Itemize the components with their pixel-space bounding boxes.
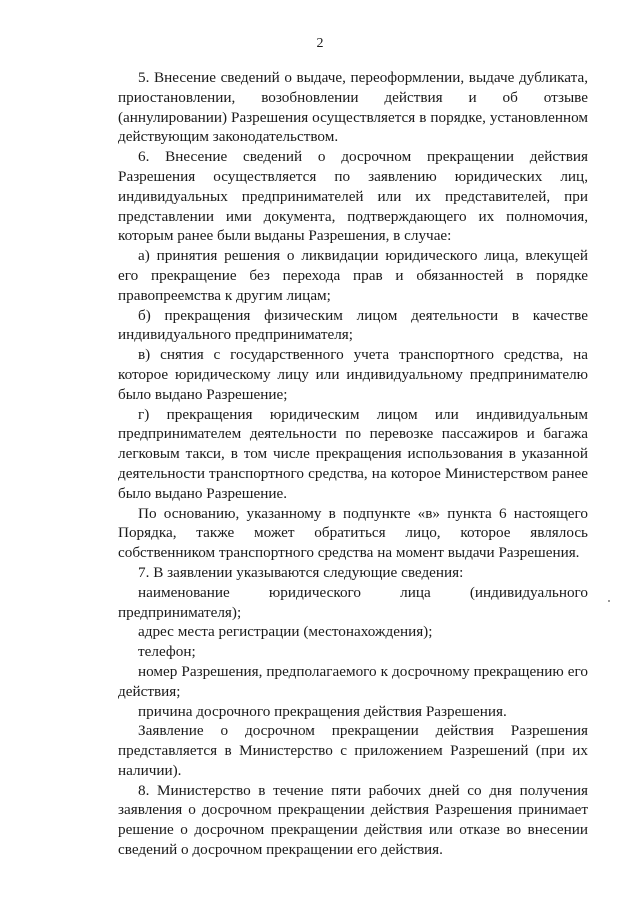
paragraph-7-item-permit-number: номер Разрешения, предполагаемого к досрочному прекращению его действия; (118, 662, 588, 700)
paragraph-8: 8. Министерство в течение пяти рабочих дней со дня получения заявления о досрочном прекращении действия Разрешения принимает решение о досрочном прекращении действия или отказе во внесении сведений о досрочном прекращении его действия. (118, 781, 588, 859)
paragraph-7-item-name: наименование юридического лица (индивидуального предпринимателя); (118, 583, 588, 621)
paragraph-7-item-reason: причина досрочного прекращения действия Разрешения. (138, 702, 507, 720)
page-number: 2 (316, 36, 324, 51)
paragraph-6-b: б) прекращения физическим лицом деятельности в качестве индивидуального предпринимателя; (118, 306, 588, 344)
paragraph-6-note: По основанию, указанному в подпункте «в» пункта 6 настоящего Порядка, также может обратиться лицо, которое являлось собственником транспортного средства на момент выдачи Разрешения. (118, 504, 588, 562)
paragraph-7-submission: Заявление о досрочном прекращении действия Разрешения представляется в Министерство с приложением Разрешений (при их наличии). (118, 722, 588, 779)
paragraph-6-a: а) принятия решения о ликвидации юридического лица, влекущей его прекращение без перехода прав и обязанностей в порядке правопреемства к другим лицам; (118, 247, 588, 304)
paragraph-7-item-address: адрес места регистрации (местонахождения); (138, 623, 433, 641)
paragraph-6: 6. Внесение сведений о досрочном прекращении действия Разрешения осуществляется по заявлению юридических лиц, индивидуальных предпринимателей или их представителей, при представлении ими документа, подтверждающего их полномочия, которым ранее были выданы Разрешения, в случае: (118, 148, 588, 245)
paragraph-6-g: г) прекращения юридическим лицом или индивидуальным предпринимателем деятельности по перевозке пассажиров и багажа легковым такси, в том числе прекращения использования в указанной деятельности транспортного средства, на которое Министерством ранее было выдано Разрешение. (118, 405, 588, 502)
paragraph-7: 7. В заявлении указываются следующие сведения: (138, 563, 464, 581)
document-body (118, 68, 588, 860)
paragraph-5: 5. Внесение сведений о выдаче, переоформлении, выдаче дубликата, приостановлении, возобновлении действия и об отзыве (аннулировании) Разрешения осуществляется в порядке, установленном действующим законодательством. (118, 69, 588, 146)
scan-speck (608, 600, 610, 602)
paragraph-7-item-phone: телефон; (138, 643, 196, 661)
paragraph-6-v: в) снятия с государственного учета транспортного средства, на которое юридическому лицу или индивидуальному предпринимателю было выдано Разрешение; (118, 346, 588, 403)
